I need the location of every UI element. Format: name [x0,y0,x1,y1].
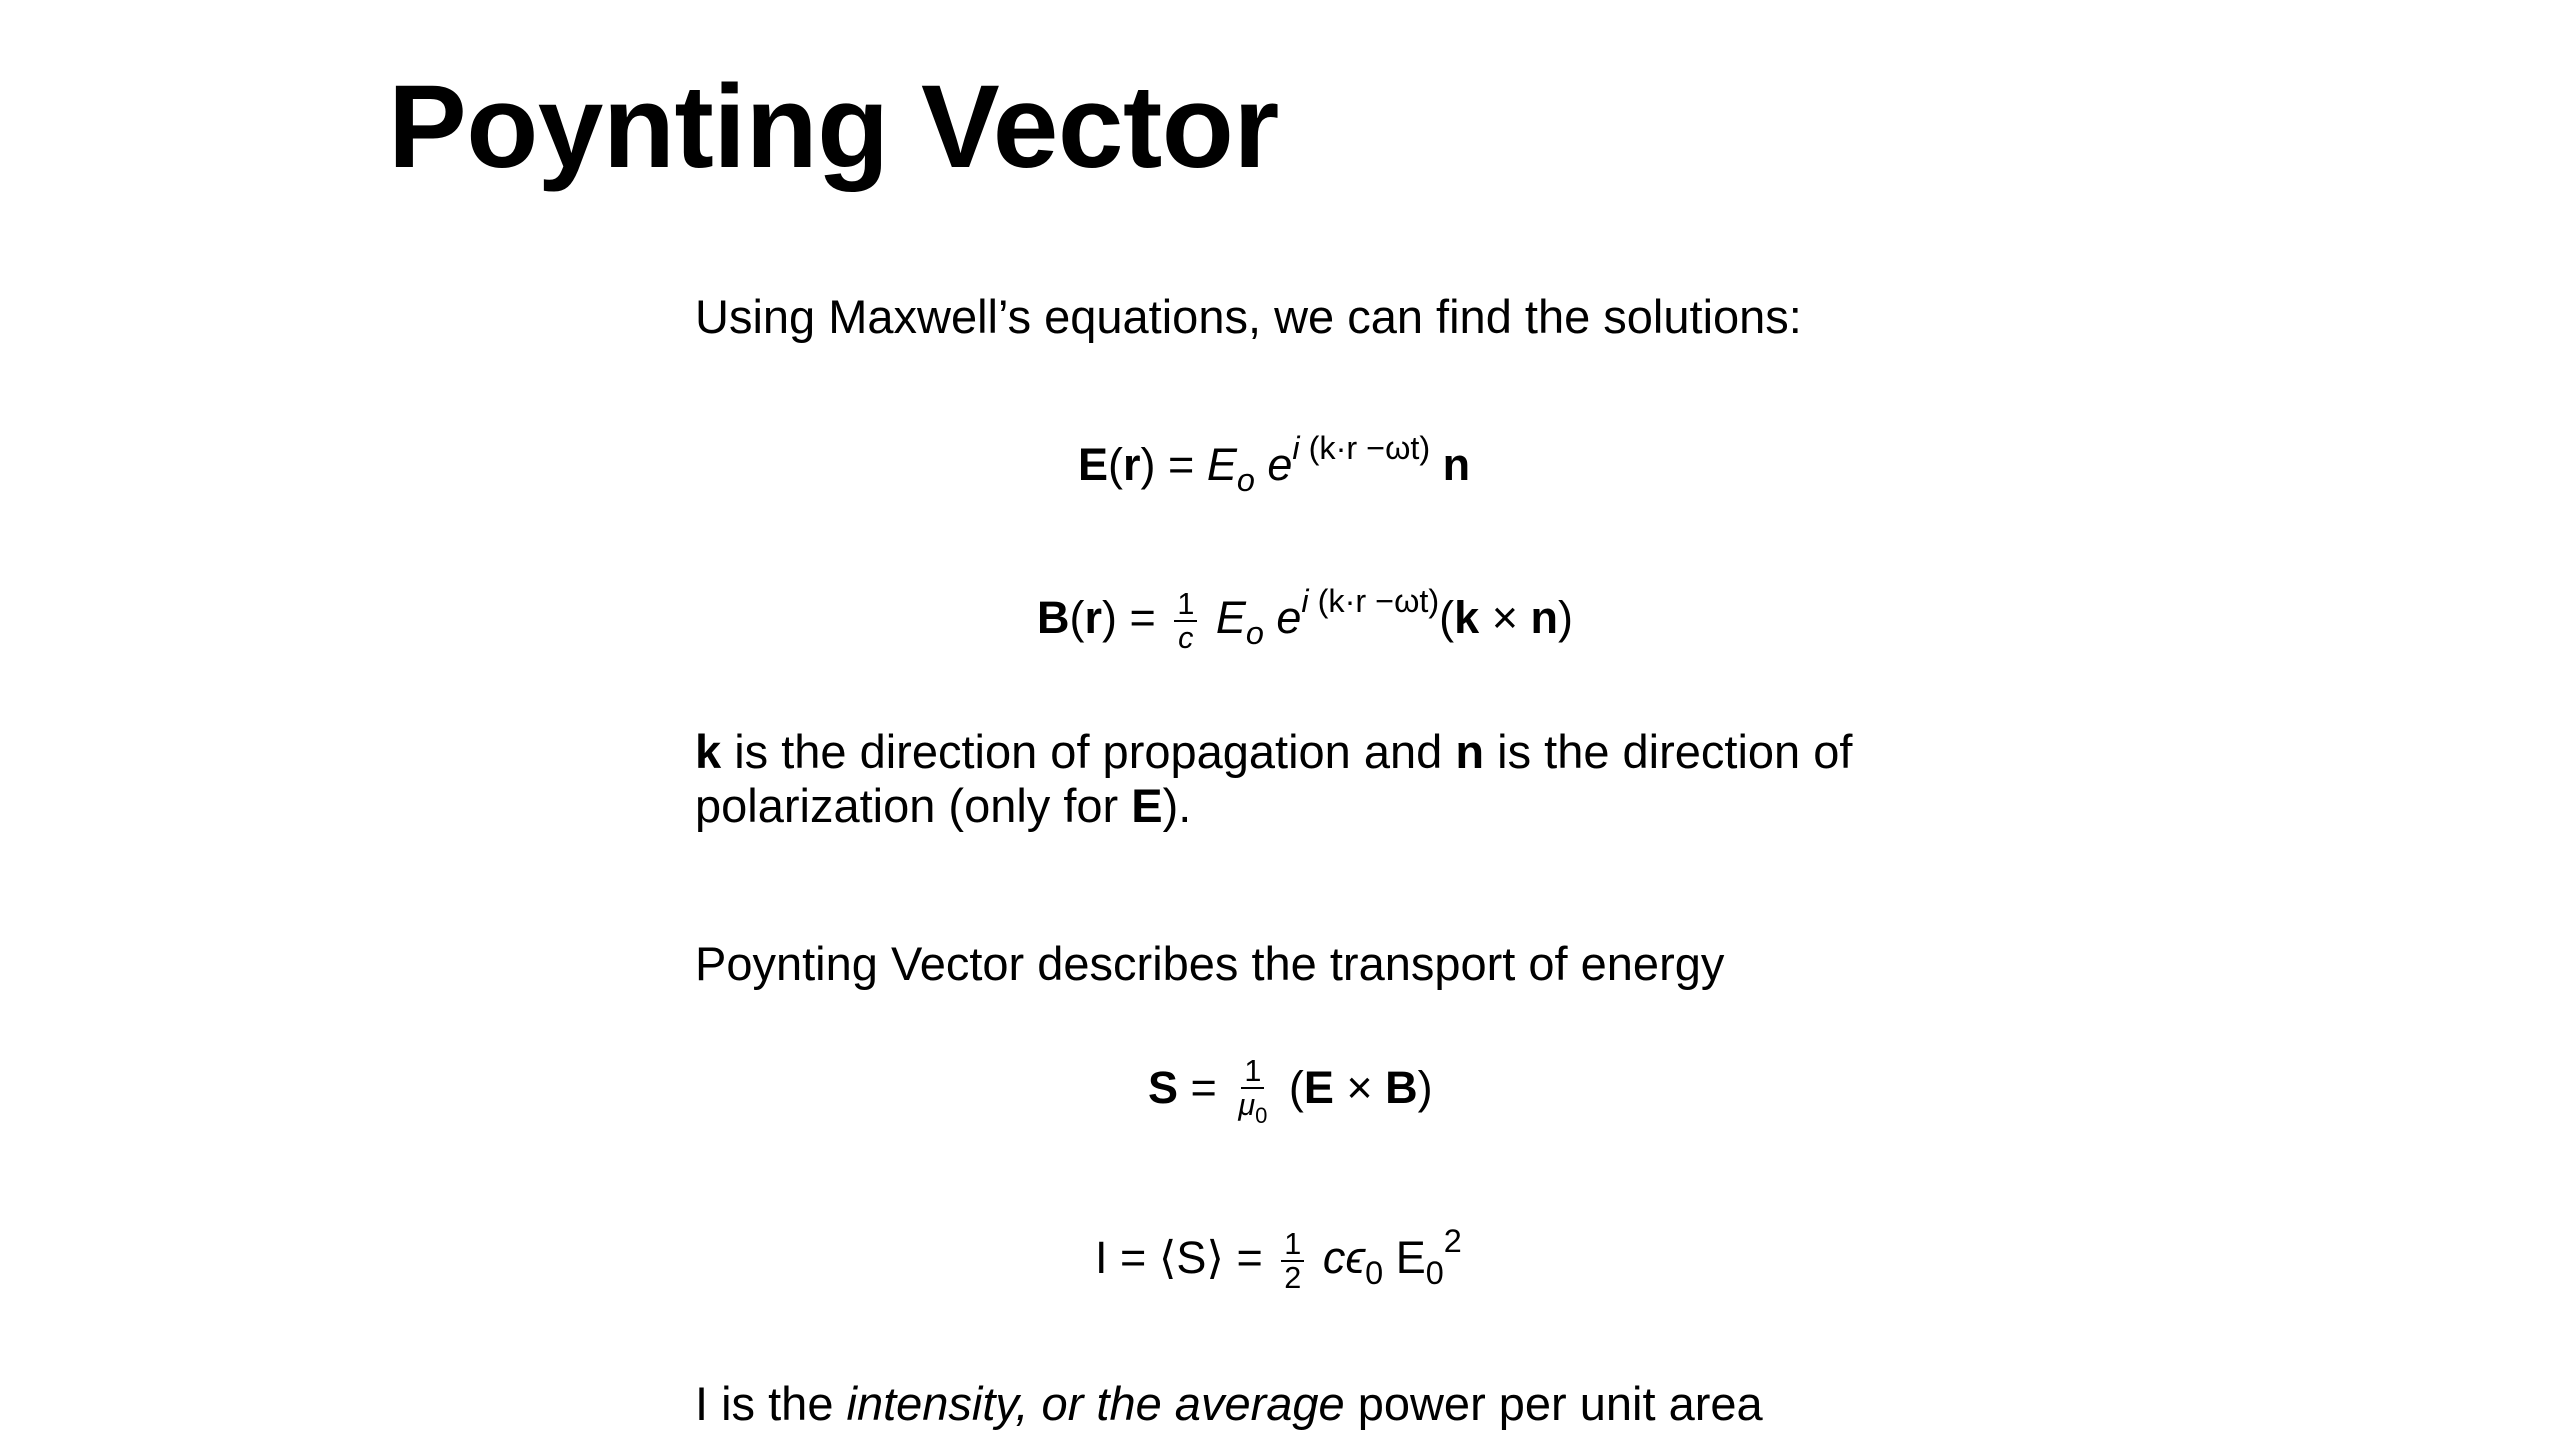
i-c: c [1322,1232,1346,1284]
n-symbol: n [1455,725,1485,778]
electric-field-equation: E(r) = Eo ei (k·r −ωt) n [1078,430,1471,499]
intro-text: Using Maxwell’s equations, we can find the solutions: [695,290,1802,343]
magnetic-field-equation: B(r) = $\frac{1}{c}$ Eo ei (k·r −ωt)(k × n) [1037,583,1574,656]
poynting-description: Poynting Vector describes the transport of energy [695,937,1725,990]
i-epsilon-sub: 0 [1365,1255,1384,1292]
b-exp-base: e [1276,592,1302,644]
i-e: E [1395,1232,1426,1284]
s-fraction [1235,1055,1270,1127]
e-equals: = [1168,439,1195,491]
intensity-description [695,1377,1763,1431]
intensity-text-part2: power per unit area [1344,1377,1763,1430]
e-symbol-inline: E [1131,779,1163,832]
b-exp-i: i [1301,583,1309,619]
i-equals: = [1120,1232,1147,1284]
b-arg-r: r [1084,592,1103,644]
s-frac-den: μ [1238,1088,1256,1123]
i-equals2: = [1236,1232,1263,1284]
e-exp-base: e [1267,439,1293,491]
poynting-equation: S = $\frac{1}{\mu 0}$ (E × B) [1148,1054,1433,1128]
e-polarization-vector: n [1442,439,1471,491]
i-average-s: ⟨S⟩ [1158,1232,1224,1284]
b-amplitude: E [1215,592,1246,644]
e-amplitude-sub: o [1236,462,1255,499]
s-equals: = [1190,1061,1217,1113]
intensity-equation [1095,1225,1462,1294]
direction-text [695,725,1852,833]
direction-text-part1: is the direction of propagation and [721,725,1456,778]
slide-title: Poynting Vector [388,61,1279,193]
intensity-text-part1: I is the [695,1377,847,1430]
b-cross-n: n [1530,592,1559,644]
direction-text-part2: is the direction of [1484,725,1853,778]
b-equals: = [1129,592,1156,644]
s-frac-num: 1 [1241,1055,1264,1089]
i-frac-den: 2 [1284,1261,1302,1296]
direction-text-line2b: ). [1162,779,1192,832]
k-symbol: k [695,725,722,778]
direction-text-line2a: polarization (only for [695,779,1132,832]
b-amplitude-sub: o [1245,615,1264,652]
e-exp-body: (k·r −ωt) [1299,430,1431,466]
s-cross-e: E [1303,1061,1334,1113]
i-symbol: I [1095,1232,1108,1284]
s-frac-den-sub: 0 [1255,1102,1268,1128]
s-cross-b: B [1385,1061,1418,1113]
e-amplitude: E [1206,439,1237,491]
s-symbol: S [1148,1061,1179,1113]
b-cross-op: × [1491,592,1518,644]
i-fraction [1281,1228,1304,1294]
e-arg-r: r [1123,439,1141,491]
i-e-sub: 0 [1425,1255,1444,1292]
b-frac-num: 1 [1174,588,1197,622]
intensity-text-italic: intensity, or the average [846,1377,1345,1430]
e-field-symbol: E [1078,439,1109,491]
s-cross-op: × [1346,1061,1373,1113]
e-exp-i: i [1292,430,1300,466]
i-frac-num: 1 [1281,1228,1304,1262]
i-epsilon: ϵ [1345,1232,1366,1284]
e-exponent [1292,432,1430,464]
b-fraction [1174,588,1197,654]
b-exponent [1301,585,1439,617]
b-frac-den: c [1178,621,1194,656]
b-field-symbol: B [1037,592,1070,644]
b-exp-body: (k·r −ωt) [1308,583,1440,619]
i-e-sup: 2 [1443,1223,1462,1259]
b-cross-k: k [1454,592,1480,644]
